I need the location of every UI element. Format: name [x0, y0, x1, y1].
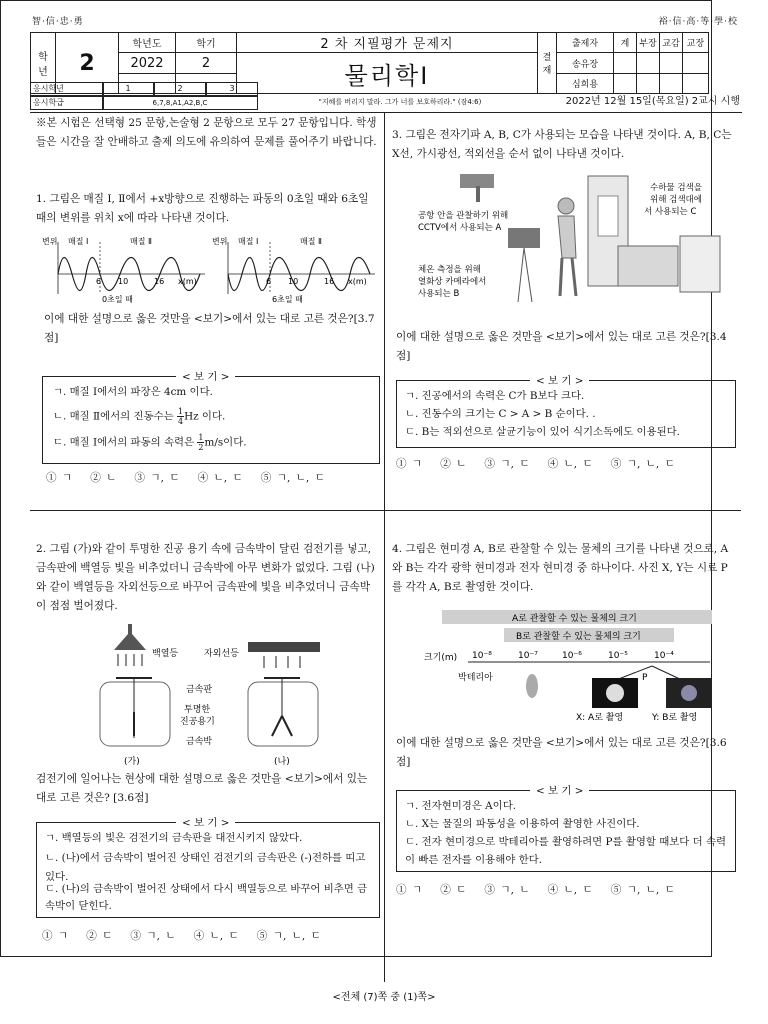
- q2-lamp1-label: 백열등: [152, 649, 179, 659]
- q2-plate-label: 금속판: [186, 685, 213, 695]
- term-label: 학기: [176, 33, 237, 53]
- q2-choices: [42, 928, 339, 943]
- exam-type: 2 차 지필평가 문제지: [237, 33, 538, 53]
- q2-bogi-box: [36, 822, 380, 918]
- q1-question: 이에 대한 설명으로 옳은 것만을 <보기>에서 있는 대로 고른 것은?[3.7점]: [44, 313, 375, 344]
- q4-bogi-title: < 보 기 >: [530, 782, 589, 797]
- q3-label-b-3: 사용되는 B: [418, 289, 460, 299]
- q2-bogi-b: ㄴ. (나)에서 금속박이 벌어진 상태인 검전기의 금속판은 (-)전하를 띠고 있다.: [45, 852, 366, 883]
- q1-tick-16: 16: [154, 277, 165, 286]
- schedule-grade-3: 3: [206, 82, 258, 96]
- q1-stem: 1. 그림은 매질 Ⅰ, Ⅱ에서 +x방향으로 진행하는 파동의 0초일 때와 6초일 때의 변위를 위치 x에 따라 나타낸 것이다.: [36, 193, 369, 224]
- q3-bogi-a: ㄱ. 진공에서의 속력은 C가 B보다 크다.: [405, 390, 585, 402]
- q4-microscope-figure: [420, 610, 720, 722]
- approval-col-vice-principal: 교감: [660, 33, 683, 53]
- q4-bogi-box: [396, 790, 736, 872]
- q4-choices: [396, 882, 693, 897]
- q3-label-a-1: 공항 안을 관찰하기 위해: [418, 211, 509, 221]
- q1-bogi-c: ㄷ. 매질 Ⅰ에서의 파동의 속력은 $\frac{1}{2}m/s$이다.: [53, 433, 247, 452]
- q1-tick-10: 10: [118, 277, 129, 286]
- q4-choice-4[interactable]: ④ ㄴ, ㄷ: [547, 884, 593, 896]
- subject-title: 물리학Ⅰ: [237, 53, 538, 94]
- q3-bogi-title: < 보 기 >: [530, 372, 589, 387]
- q3-label-c-3: 서 사용되는 C: [644, 207, 697, 217]
- q2-choice-3[interactable]: ③ ㄱ, ㄴ: [130, 930, 176, 942]
- approval-col-staff: 계: [614, 33, 637, 53]
- q4-choice-2[interactable]: ② ㄷ: [440, 884, 467, 896]
- q1-fraction-1-2: $\frac{1}{2}$: [198, 433, 204, 452]
- q2-choice-5[interactable]: ⑤ ㄱ, ㄴ, ㄷ: [256, 930, 321, 942]
- q3-label-b-1: 체온 측정을 위해: [418, 265, 481, 275]
- q3-stem: 3. 그림은 전자기파 A, B, C가 사용되는 모습을 나타낸 것이다. A, B, C는 X선, 가시광선, 적외선을 순서 없이 나타낸 것이다.: [392, 129, 732, 160]
- q2-label-b: (나): [274, 757, 290, 767]
- q3-question: 이에 대한 설명으로 옳은 것만을 <보기>에서 있는 대로 고른 것은?[3.4점]: [396, 331, 727, 362]
- q1-choices: [46, 470, 343, 485]
- q2-bogi-title: < 보 기 >: [176, 814, 235, 829]
- q4-axis-label: 크기(m): [424, 653, 458, 663]
- q1-tick-xmb: x(m): [348, 277, 367, 286]
- q1-tick-6: 6: [96, 277, 102, 286]
- q3-choice-1[interactable]: ① ㄱ: [396, 458, 423, 470]
- q4-tick-2: 10⁻⁷: [518, 651, 538, 661]
- q1-y-label-2: 변위: [212, 237, 228, 246]
- q4-bar-b-label: B로 관찰할 수 있는 물체의 크기: [516, 632, 641, 642]
- q1-caption-t0: 0초일 때: [102, 295, 133, 304]
- school-name: 裕·信·高·等·學·校: [658, 17, 738, 27]
- exam-quote: "지혜를 버리지 말라. 그가 너를 보호하리라." (잠4:6): [318, 98, 482, 106]
- q1-medium-2b: 매질 Ⅱ: [300, 237, 322, 246]
- q1-choice-5[interactable]: ⑤ ㄱ, ㄴ, ㄷ: [260, 472, 325, 484]
- q1-bogi-b: ㄴ. 매질 Ⅱ에서의 진동수는 $\frac{1}{4}Hz$ 이다.: [53, 407, 226, 426]
- approval-col-principal: 교장: [683, 33, 709, 53]
- q2-stem: 2. 그림 (가)와 같이 투명한 진공 용기 속에 금속박이 달린 검전기를 넣고, 금속판에 백열등 빛을 비추었더니 금속박에 아무 변화가 없었다. 그림 (나)와 같이 백열등을 자외선등으로 바꾸어 금속판에 빛을 비추었더니 금속박이 점점 벌어졌다.: [36, 543, 375, 612]
- q4-choice-3[interactable]: ③ ㄱ, ㄴ: [484, 884, 530, 896]
- q2-foil-label: 금속박: [186, 737, 213, 747]
- q1-tick-10b: 10: [288, 277, 299, 286]
- q1-bogi-title: < 보 기 >: [176, 368, 235, 383]
- q2-question: 검전기에 일어나는 현상에 대한 설명으로 옳은 것만을 <보기>에서 있는 대로 고른 것은? [3.6점]: [36, 773, 368, 804]
- grade-label: 학 년: [31, 33, 56, 94]
- q3-label-b-2: 열화상 카메라에서: [418, 277, 487, 287]
- q4-stem: 4. 그림은 현미경 A, B로 관찰할 수 있는 물체의 크기를 나타낸 것으로, A와 B는 각각 광학 현미경과 전자 현미경 중 하나이다. 사진 X, Y는 시료 P를 각각 A, B로 촬영한 것이다.: [392, 543, 729, 593]
- q2-choice-2[interactable]: ② ㄷ: [86, 930, 113, 942]
- q1-tick-16b: 16: [324, 277, 335, 286]
- school-motto: 智·信·忠·勇: [32, 17, 84, 27]
- q4-bogi-b: ㄴ. X는 물질의 파동성을 이용하여 촬영한 사진이다.: [405, 818, 640, 830]
- year-value: 2022: [119, 53, 176, 74]
- q3-bogi-box: [396, 380, 736, 448]
- q1-tick-xm: x(m): [178, 277, 197, 286]
- q1-choice-2[interactable]: ② ㄴ: [90, 472, 117, 484]
- q1-graph-t6: [212, 236, 375, 304]
- q1-bogi-box: [42, 376, 380, 464]
- q1-choice-1[interactable]: ① ㄱ: [46, 472, 73, 484]
- q3-label-c-2: 위해 검색대에: [650, 195, 702, 205]
- schedule-class-label: 응시학급: [30, 96, 104, 110]
- q4-bacteria-label: 박테리아: [458, 673, 493, 683]
- q4-bar-a-label: A로 관찰할 수 있는 물체의 크기: [512, 614, 637, 624]
- q4-choice-1[interactable]: ① ㄱ: [396, 884, 423, 896]
- q4-tick-3: 10⁻⁶: [562, 651, 582, 661]
- q2-vessel-label-2: 진공용기: [180, 717, 215, 727]
- q1-graph-t0: [42, 236, 205, 304]
- q1-choice-4[interactable]: ④ ㄴ, ㄷ: [197, 472, 243, 484]
- q4-question: 이에 대한 설명으로 옳은 것만을 <보기>에서 있는 대로 고른 것은?[3.6점]: [396, 737, 727, 768]
- q4-bogi-a: ㄱ. 전자현미경은 A이다.: [405, 800, 517, 812]
- q2-electroscope-figure: [80, 620, 340, 768]
- q1-medium-2: 매질 Ⅱ: [130, 237, 152, 246]
- q1-medium-1: 매질 Ⅰ: [68, 237, 89, 246]
- q4-tick-1: 10⁻⁸: [472, 651, 492, 661]
- q2-bogi-a: ㄱ. 백열등의 빛은 검전기의 금속판을 대전시키지 않았다.: [45, 832, 303, 844]
- q3-choice-2[interactable]: ② ㄴ: [440, 458, 467, 470]
- q4-y-caption: Y: B로 촬영: [652, 713, 698, 722]
- q1-fraction-1-4: $\frac{1}{4}$: [177, 407, 184, 426]
- q1-choice-3[interactable]: ③ ㄱ, ㄷ: [134, 472, 180, 484]
- q4-tick-5: 10⁻⁴: [654, 651, 674, 661]
- year-label: 학년도: [119, 33, 176, 53]
- approval-col-author: 출제자: [557, 33, 614, 53]
- q1-caption-t6: 6초일 때: [272, 295, 303, 304]
- term-value: 2: [176, 53, 237, 74]
- q3-em-wave-figure: [412, 166, 732, 316]
- q2-choice-1[interactable]: ① ㄱ: [42, 930, 69, 942]
- author-2: 심희용: [557, 74, 614, 94]
- q3-bogi-c: ㄷ. B는 적외선으로 살균기능이 있어 식기소독에도 이용된다.: [405, 426, 680, 438]
- q1-wave-figure: [40, 234, 380, 306]
- q1-y-label: 변위: [42, 237, 58, 246]
- q3-label-a-2: CCTV에서 사용되는 A: [418, 223, 502, 233]
- schedule-rows: [30, 82, 740, 112]
- q4-bogi-c: ㄷ. 전자 현미경으로 박테리아를 촬영하려면 P를 촬영할 때보다 더 속력이 빠른 전자를 이용해야 한다.: [405, 836, 727, 866]
- q2-lamp2-label: 자외선등: [204, 649, 239, 659]
- q1-medium-1b: 매질 Ⅰ: [238, 237, 259, 246]
- schedule-grade-1: 1: [102, 82, 154, 96]
- q2-bogi-c: ㄷ. (나)의 금속박이 벌어진 상태에서 다시 백열등으로 바꾸어 비추면 금속박이 닫힌다.: [45, 883, 368, 912]
- author-1: 송유장: [557, 53, 614, 74]
- q4-p-label: P: [642, 673, 648, 683]
- q4-tick-4: 10⁻⁵: [608, 651, 628, 661]
- q2-choice-4[interactable]: ④ ㄴ, ㄷ: [193, 930, 239, 942]
- q3-choices: [396, 456, 693, 471]
- schedule-grade-label: 응시학년: [30, 82, 104, 96]
- q1-bogi-a: ㄱ. 매질 Ⅰ에서의 파장은 4cm 이다.: [53, 386, 213, 398]
- q3-label-c-1: 수하물 검색을: [650, 183, 702, 193]
- grade-value: 2: [56, 33, 119, 94]
- q4-choice-5[interactable]: ⑤ ㄱ, ㄴ, ㄷ: [610, 884, 675, 896]
- approval-label: 결 재: [538, 33, 557, 94]
- q3-choice-4[interactable]: ④ ㄴ, ㄷ: [547, 458, 593, 470]
- exam-notice: ※본 시험은 선택형 25 문항,논술형 2 문항으로 모두 27 문항입니다. 학생들은 시간을 잘 안배하고 출제 의도에 유의하여 문제를 풀어주기 바랍니다.: [36, 117, 377, 148]
- approval-col-head: 부장: [637, 33, 660, 53]
- column-divider: [384, 112, 385, 982]
- q3-choice-5[interactable]: ⑤ ㄱ, ㄴ, ㄷ: [610, 458, 675, 470]
- exam-date: 2022년 12월 15일(목요일) 2교시 시행: [565, 96, 740, 107]
- q4-x-caption: X: A로 촬영: [576, 713, 624, 722]
- q3-bogi-b: ㄴ. 진동수의 크기는 C > A > B 순이다. .: [405, 408, 596, 420]
- schedule-classes: 6,7,8,A1,A2,B,C: [102, 96, 258, 110]
- q1-tick-6b: 6: [266, 277, 272, 286]
- q2-vessel-label-1: 투명한: [184, 705, 211, 715]
- q2-label-a: (가): [124, 757, 140, 767]
- schedule-grade-2: 2: [154, 82, 206, 96]
- page-footer: <전체 (7)쪽 중 (1)쪽>: [332, 992, 436, 1003]
- q3-choice-3[interactable]: ③ ㄱ, ㄷ: [484, 458, 530, 470]
